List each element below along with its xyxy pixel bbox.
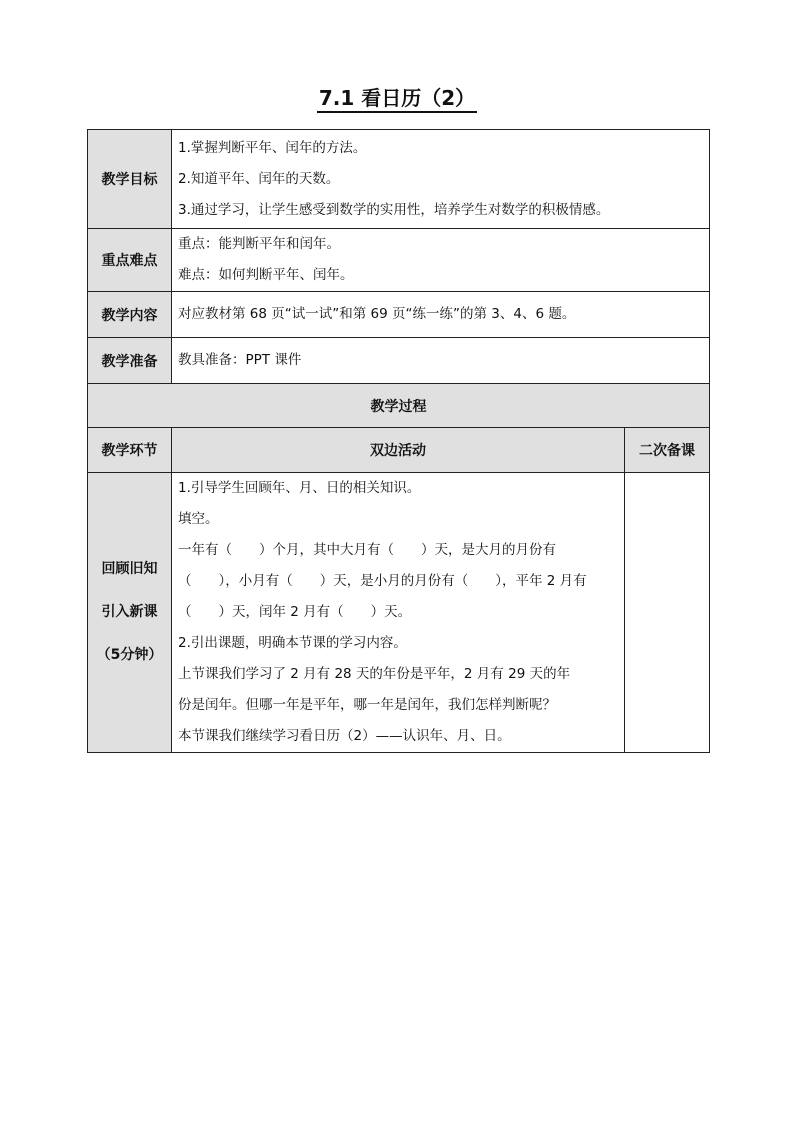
stage-label-line: （5分钟） — [96, 647, 163, 663]
stage-label-line: 引入新课 — [101, 604, 158, 620]
process-heading: 教学过程 — [88, 384, 710, 428]
preparation-text — [172, 338, 710, 384]
goal-line: 1.掌握判断平年、闰年的方法。 — [178, 139, 367, 156]
lesson-plan-table — [87, 129, 710, 753]
stage-row — [88, 473, 710, 753]
process-columns-row — [88, 428, 710, 473]
content-row — [88, 292, 710, 338]
content-label: 教学内容 — [88, 292, 172, 338]
column-header-stage: 教学环节 — [88, 428, 172, 473]
stage-label-line: 回顾旧知 — [101, 561, 158, 577]
activity-line: 上节课我们学习了 2 月有 28 天的年份是平年，2 月有 29 天的年 — [178, 666, 571, 682]
activity-line: 份是闰年。但哪一年是平年，哪一年是闰年，我们怎样判断呢？ — [178, 697, 556, 713]
activity-line: （ ），小月有（ ）天，是小月的月份有（ ），平年 2 月有 — [178, 573, 587, 589]
column-header-notes: 二次备课 — [625, 428, 710, 473]
key-point-line: 难点：如何判断平年、闰年。 — [178, 267, 354, 283]
process-heading-row — [88, 384, 710, 428]
activity-line: 本节课我们继续学习看日历（2）——认识年、月、日。 — [178, 728, 511, 744]
goal-line: 3.通过学习，让学生感受到数学的实用性，培养学生对数学的积极情感。 — [178, 201, 610, 218]
document-title-text: 7.1 看日历（2） — [317, 86, 477, 113]
goals-content — [172, 130, 710, 229]
preparation-label: 教学准备 — [88, 338, 172, 384]
goals-row — [88, 130, 710, 229]
content-line: 对应教材第 68 页“试一试”和第 69 页“练一练”的第 3、4、6 题。 — [178, 306, 576, 322]
preparation-line: 教具准备：PPT 课件 — [178, 352, 302, 368]
goal-line: 2.知道平年、闰年的天数。 — [178, 170, 340, 187]
activity-line: 2.引出课题，明确本节课的学习内容。 — [178, 635, 407, 651]
goals-label: 教学目标 — [88, 130, 172, 229]
document-title — [0, 82, 794, 111]
activity-line: 1.引导学生回顾年、月、日的相关知识。 — [178, 480, 421, 496]
key-points-row — [88, 229, 710, 292]
activity-line: （ ）天，闰年 2 月有（ ）天。 — [178, 604, 412, 620]
key-points-label: 重点难点 — [88, 229, 172, 292]
stage-activity — [172, 473, 625, 753]
preparation-row — [88, 338, 710, 384]
key-points-content — [172, 229, 710, 292]
stage-label — [88, 473, 172, 753]
key-point-line: 重点：能判断平年和闰年。 — [178, 236, 340, 252]
column-header-activity: 双边活动 — [172, 428, 625, 473]
content-text — [172, 292, 710, 338]
activity-line: 一年有（ ）个月，其中大月有（ ）天，是大月的月份有 — [178, 542, 556, 558]
stage-notes — [625, 473, 710, 753]
activity-line: 填空。 — [178, 511, 219, 527]
